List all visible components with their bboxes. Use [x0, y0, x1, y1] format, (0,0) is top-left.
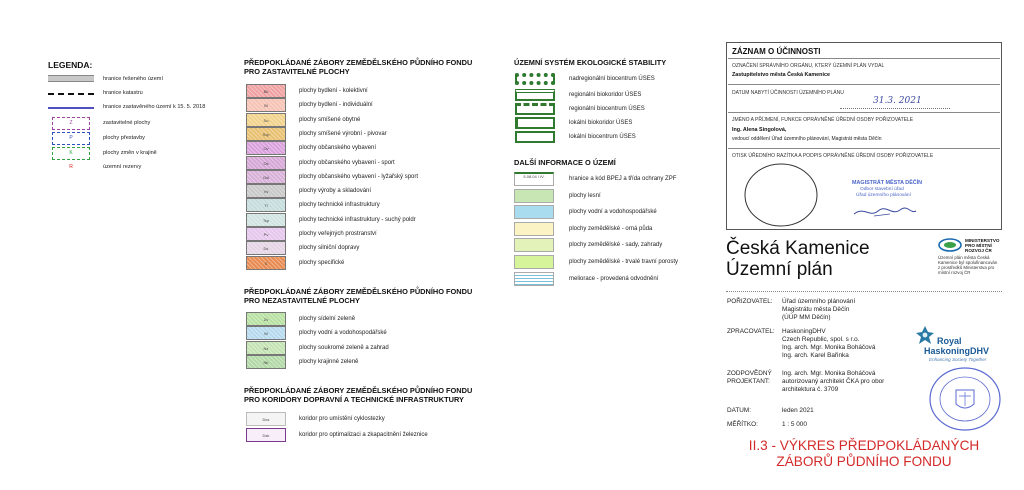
- signature-icon: [850, 202, 920, 222]
- koridory-heading-2: PRO KORIDORY DOPRAVNÍ A TECHNICKÉ INFRASTRUKTURY: [244, 395, 464, 404]
- zastavitelne-label: plochy technické infrastruktury: [299, 202, 380, 209]
- nezastavitelne-label: plochy vodní a vodohospodářské: [299, 330, 387, 337]
- stamp-text-1: MAGISTRÁT MĚSTA DĚČÍN: [852, 180, 923, 186]
- uses-swatch-lokalni-biocentrum: [515, 131, 555, 143]
- koridor-label: koridor pro optimalizaci a zkapacitnění železnice: [299, 432, 428, 438]
- zastavitelne-heading-1: PŘEDPOKLÁDANÉ ZÁBORY ZEMĚDĚLSKÉHO PŮDNÍHO FONDU: [244, 58, 473, 67]
- zastavitelne-label: plochy smíšené výrobní - pivovar: [299, 130, 387, 137]
- nezastavitelne-swatch: W: [246, 326, 286, 340]
- uses-swatch-regionalni-biocentrum: [515, 103, 555, 115]
- drawing-title-line-1: II.3 - VÝKRES PŘEDPOKLÁDANÝCH: [748, 438, 980, 453]
- dalsi-swatch: [514, 238, 554, 252]
- legend-label: hranice řešeného území: [103, 76, 164, 82]
- dalsi-swatch: [514, 255, 554, 269]
- zastavitelne-swatch: Bi: [246, 98, 286, 112]
- legend-label: územní rezervy: [103, 164, 142, 170]
- zastavitelne-label: plochy výroby a skladování: [299, 188, 372, 195]
- ministry-logo-icon: [938, 238, 962, 252]
- nezastavitelne-label: plochy soukromé zeleně a zahrad: [299, 344, 389, 351]
- royal-haskoning-logo-icon: [915, 324, 935, 348]
- record-person-label: JMÉNO A PŘÍJMENÍ, FUNKCE OPRÁVNĚNÉ ÚŘEDNÍ OSOBY POŘIZOVATELE: [732, 117, 914, 123]
- stamp-text-2: Odbor stavební úřad: [860, 187, 904, 192]
- datum-value: leden 2021: [782, 407, 814, 414]
- dalsi-swatch: 5.08.04 / IV.: [514, 172, 554, 186]
- drawing-title-line-2: ZÁBORŮ PŮDNÍHO FONDU: [776, 454, 952, 469]
- legend-swatch-rezervy: R: [69, 164, 73, 170]
- legend-swatch-boundary-area: [48, 75, 94, 82]
- zastavitelne-swatch: Tsp: [246, 213, 286, 227]
- record-person-name: Ing. Alena Singolová,: [732, 127, 787, 133]
- legend-label: plochy přestavby: [103, 135, 145, 141]
- uses-label: lokální biokoridor ÚSES: [569, 120, 633, 126]
- meritko-value: 1 : 5 000: [782, 421, 807, 428]
- record-date-line: [840, 108, 950, 109]
- uses-swatch-nadregionalni: [515, 73, 555, 85]
- uses-heading: ÚZEMNÍ SYSTÉM EKOLOGICKÉ STABILITY: [514, 58, 667, 67]
- record-stamp-label: OTISK ÚŘEDNÍHO RAZÍTKA A PODPIS OPRÁVNĚNÉ ÚŘEDNÍ OSOBY POŘIZOVATELE: [732, 153, 934, 159]
- legend-label: hranice katastru: [103, 90, 143, 96]
- dalsi-label: hranice a kód BPEJ a třída ochrany ZPF: [569, 176, 677, 182]
- drawing-title: [728, 438, 1000, 470]
- nezastavitelne-swatch: Zv: [246, 312, 286, 326]
- zastavitelne-label: plochy občanského vybavení - sport: [299, 159, 395, 166]
- meritko-label: MĚŘÍTKO:: [727, 421, 758, 428]
- uses-label: regionální biokoridor ÚSES: [569, 92, 642, 98]
- title-city: Česká Kamenice: [726, 238, 870, 259]
- dalsi-label: plochy zemědělské - trvalé travní porosty: [569, 259, 679, 265]
- dalsi-swatch: [514, 272, 554, 286]
- zastavitelne-label: plochy technické infrastruktury - suchý poldr: [299, 216, 416, 223]
- nezastavitelne-label: plochy sídelní zeleně: [299, 316, 356, 322]
- dalsi-swatch: [514, 205, 554, 219]
- dalsi-label: plochy lesní: [569, 192, 601, 199]
- stamp-text-3: Úřad územního plánování: [856, 193, 911, 198]
- uses-label: regionální biocentrum ÚSES: [569, 106, 645, 112]
- legend-swatch-boundary-built: [48, 107, 94, 109]
- zastavitelne-swatch: Vs: [246, 184, 286, 198]
- koridor-swatch-cyklostezka: Dcs: [246, 412, 286, 426]
- nezastavitelne-heading-2: PRO NEZASTAVITELNÉ PLOCHY: [244, 296, 360, 305]
- zastavitelne-swatch: Bk: [246, 84, 286, 98]
- dalsi-label: plochy vodní a vodohospodářské: [569, 209, 657, 216]
- record-organ-value: Zastupitelstvo města Česká Kamenice: [732, 72, 830, 78]
- zastavitelne-swatch: So: [246, 113, 286, 127]
- koridor-swatch-zeleznice: Dzk: [246, 428, 286, 442]
- porizovatel-label: POŘIZOVATEL:: [727, 298, 773, 305]
- projektant-label: ZODPOVĚDNÝ PROJEKTANT:: [727, 370, 772, 385]
- architect-seal-icon: [928, 366, 1002, 432]
- zastavitelne-label: plochy bydlení - individuální: [299, 102, 373, 109]
- legend-title: LEGENDA:: [48, 60, 93, 70]
- legend-label: hranice zastavěného území k 15. 5. 2018: [103, 104, 206, 110]
- dalsi-label: meliorace - provedená odvodnění: [569, 275, 659, 282]
- zastavitelne-swatch: Os: [246, 156, 286, 170]
- zastavitelne-label: plochy specifické: [299, 259, 345, 266]
- zastavitelne-label: plochy bydlení - kolektivní: [299, 88, 368, 94]
- projektant-value: Ing. arch. Mgr. Monika Boháčová autorizovaný architekt ČKA pro obor architektura č. 3709: [782, 370, 885, 393]
- uses-label: nadregionální biocentrum ÚSES: [569, 76, 655, 82]
- dalsi-heading: DALŠÍ INFORMACE O ÚZEMÍ: [514, 158, 616, 167]
- record-organ-label: OZNAČENÍ SPRÁVNÍHO ORGÁNU, KTERÝ ÚZEMNÍ PLÁN VYDAL: [732, 63, 885, 69]
- zastavitelne-label: plochy smíšené obytné: [299, 116, 361, 123]
- uses-swatch-regionalni-biokoridor: [515, 89, 555, 101]
- zpracovatel-label: ZPRACOVATEL:: [727, 328, 775, 335]
- title-plan: Územní plán: [726, 259, 833, 280]
- ministry-note: Územní plán města Česká Kamenice byl spolufinancován z prostředků Ministerstva pro místní rozvoj ČR: [938, 255, 998, 275]
- zastavitelne-label: plochy občanského vybavení - lyžařský sport: [299, 173, 419, 180]
- zastavitelne-swatch: Svp: [246, 127, 286, 141]
- koridor-label: koridor pro umístění cyklostezky: [299, 416, 385, 422]
- zastavitelne-swatch: X: [246, 256, 286, 270]
- legend-label: zastavitelné plochy: [103, 120, 151, 126]
- royal-name-2: HaskoningDHV: [924, 346, 990, 356]
- legend-swatch-zastavitelne: Z: [52, 117, 90, 130]
- zastavitelne-heading-2: PRO ZASTAVITELNÉ PLOCHY: [244, 67, 350, 76]
- uses-label: lokální biocentrum ÚSES: [569, 134, 636, 140]
- datum-label: DATUM:: [727, 407, 752, 414]
- dalsi-swatch: [514, 222, 554, 236]
- ministry-name: MINISTERSTVO PRO MÍSTNÍ ROZVOJ ČR: [965, 238, 1000, 253]
- legend-swatch-prestavby: P: [52, 132, 90, 145]
- zastavitelne-swatch: Ds: [246, 241, 286, 255]
- zpracovatel-value: HaskoningDHV Czech Republic, spol. s r.o. Ing. arch. Mgr. Monika Boháčová Ing. arch. Karel Bařinka: [782, 328, 876, 359]
- zastavitelne-swatch: Osl: [246, 170, 286, 184]
- record-date-label: DATUM NABYTÍ ÚČINNOSTI ÚZEMNÍHO PLÁNU: [732, 90, 844, 96]
- stamp-circle: [740, 163, 822, 227]
- zastavitelne-swatch: Ti: [246, 198, 286, 212]
- dalsi-swatch: [514, 189, 554, 203]
- royal-tagline: Enhancing Society Together: [929, 357, 987, 362]
- record-title: ZÁZNAM O ÚČINNOSTI: [732, 47, 821, 56]
- dalsi-label: plochy zemědělské - sady, zahrady: [569, 242, 663, 249]
- legend-swatch-boundary-cadastre: [48, 93, 94, 95]
- zastavitelne-swatch: Ov: [246, 141, 286, 155]
- zastavitelne-label: plochy silniční dopravy: [299, 245, 360, 252]
- zastavitelne-swatch: Pv: [246, 227, 286, 241]
- legend-label: plochy změn v krajině: [103, 150, 157, 156]
- nezastavitelne-heading-1: PŘEDPOKLÁDANÉ ZÁBORY ZEMĚDĚLSKÉHO PŮDNÍHO FONDU: [244, 287, 473, 296]
- zastavitelne-label: plochy občanského vybavení: [299, 145, 377, 152]
- record-date-value: 31.3. 2021: [873, 96, 922, 106]
- koridory-heading-1: PŘEDPOKLÁDANÉ ZÁBORY ZEMĚDĚLSKÉHO PŮDNÍHO FONDU: [244, 386, 473, 395]
- nezastavitelne-swatch: Nk: [246, 355, 286, 369]
- legend-swatch-zmeny-krajina: K: [52, 147, 90, 160]
- dalsi-label: plochy zemědělské - orná půda: [569, 225, 653, 232]
- record-person-role: vedoucí oddělení Úřad územního plánování, Magistrát města Děčín: [732, 136, 882, 142]
- porizovatel-value: Úřad územního plánování Magistrátu města Děčín (ÚÚP MM Děčín): [782, 298, 856, 321]
- nezastavitelne-label: plochy krajinné zeleně: [299, 358, 359, 365]
- royal-name-1: Royal: [937, 336, 962, 346]
- uses-swatch-lokalni-biokoridor: [515, 117, 555, 129]
- zastavitelne-label: plochy veřejných prostranství: [299, 231, 377, 237]
- nezastavitelne-swatch: Nz: [246, 341, 286, 355]
